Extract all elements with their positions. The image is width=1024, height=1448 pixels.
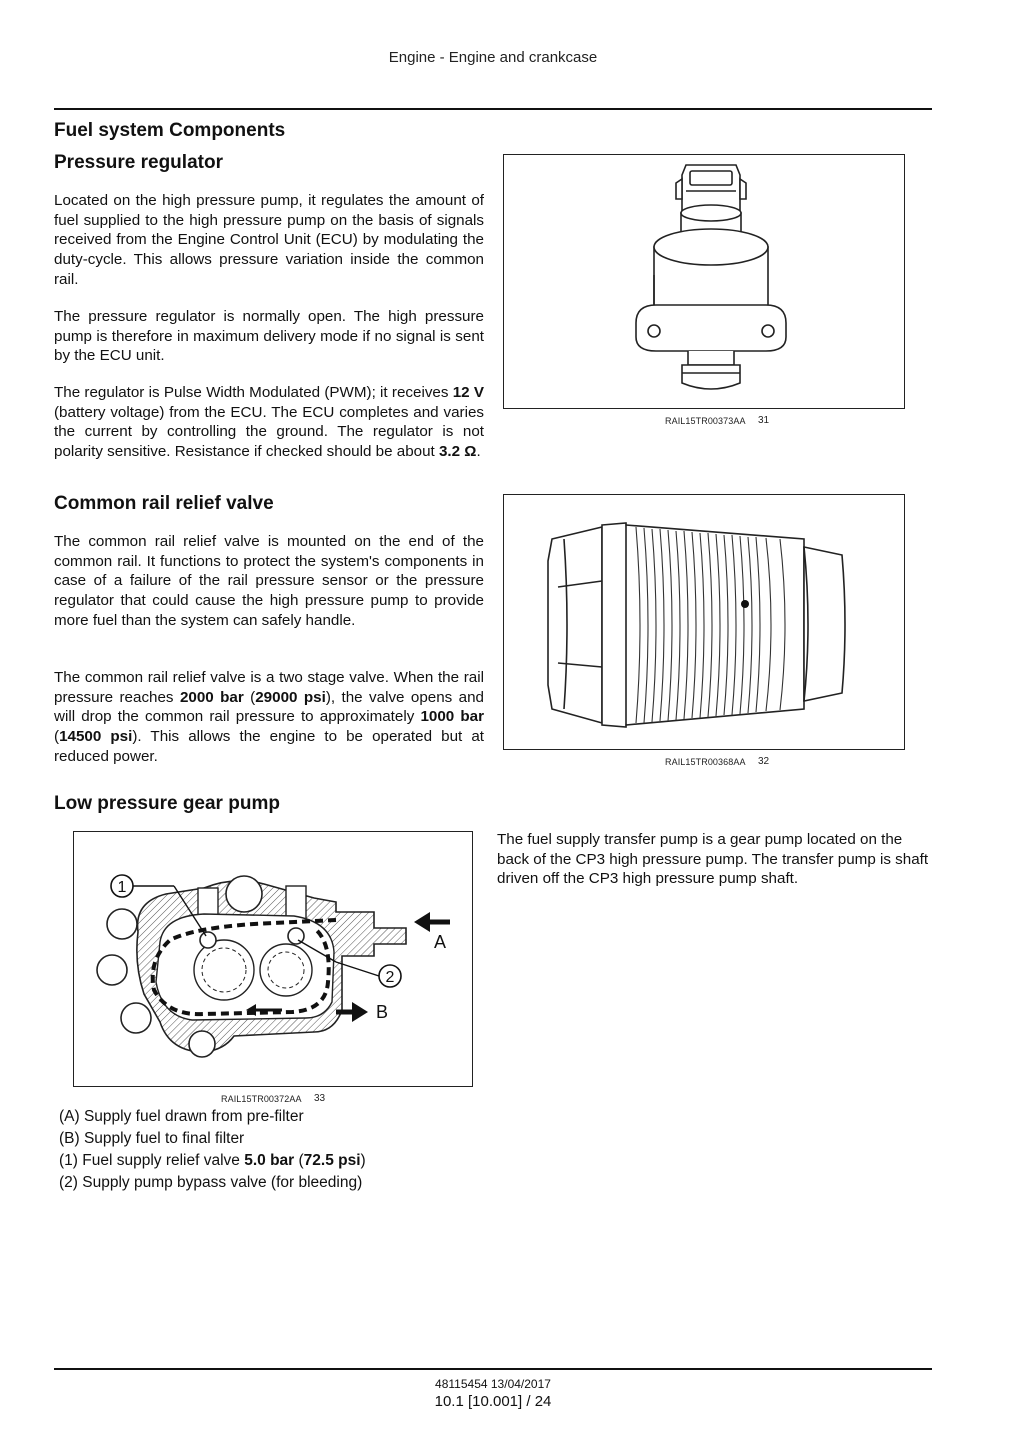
figure-relief-valve [503,494,905,750]
figure-gear-pump [73,831,473,1087]
pressure-open-bar: 2000 bar [179,688,244,706]
text-run: ( [54,728,60,746]
text-run: ( [243,688,256,706]
text-run: ) [360,1152,366,1169]
figure-32-number: 32 [758,756,770,767]
callout-2-label: 2 [385,969,395,986]
pressure-open-psi: 29000 psi [255,688,326,706]
figure-33-number: 33 [314,1093,326,1104]
footer-doc-code: 48115454 13/04/2017 [435,1377,551,1391]
gear-pump-illustration [74,832,474,1088]
text-run: (battery voltage) from the ECU. The ECU completes and varies the current by controlling the ground. The regulator is not polarity sensitive. Resistance if checked should be about [54,403,484,461]
figure-33-code: RAIL15TR00372AA [221,1094,302,1104]
relief-valve-illustration [504,495,906,751]
relief-valve-paragraph-2 [54,668,484,767]
relief-valve-paragraph-1: The common rail relief valve is mounted on the end of the common rail. It functions to protect the system's components in case of a failure of the rail pressure sensor or the pressure regulator that could cause the high pressure pump to provide more fuel than the system can safely handle. [54,533,484,629]
gear-pump-paragraph: The fuel supply transfer pump is a gear pump located on the back of the CP3 high pressure pump. The transfer pump is shaft driven off the CP3 high pressure pump shaft. [497,831,929,888]
legend-item-1 [59,1150,366,1172]
header-rule [54,108,932,110]
footer-rule [54,1368,932,1370]
text-run: The regulator is Pulse Width Modulated (PWM); it receives [54,384,453,401]
heading-gear-pump: Low pressure gear pump [54,793,280,814]
figure-31-code: RAIL15TR00373AA [665,416,746,426]
heading-relief-valve: Common rail relief valve [54,493,274,514]
flow-label-b: B [376,1002,389,1022]
text-run: ), the valve opens and will drop the common rail pressure to approximately [54,688,485,726]
text-run: ( [294,1152,304,1169]
pressure-regulator-paragraph-2: The pressure regulator is normally open. The high pressure pump is therefore in maximum delivery mode if no signal is sent by the ECU unit. [54,308,484,365]
pressure-drop-bar: 1000 bar [420,708,484,726]
figure-32-code: RAIL15TR00368AA [665,757,746,767]
relief-pressure-bar: 5.0 bar [244,1152,295,1169]
figure-legend [59,1106,366,1194]
running-header: Engine - Engine and crankcase [388,49,598,66]
callout-1-label: 1 [117,879,127,896]
pressure-regulator-illustration [504,155,906,410]
text-run: . [476,443,481,461]
figure-pressure-regulator [503,154,905,409]
text-run: (1) Fuel supply relief valve [59,1152,245,1169]
resistance-value: 3.2 Ω [438,443,477,461]
legend-item-a: (A) Supply fuel drawn from pre-filter [59,1108,304,1125]
section-title: Fuel system Components [54,120,286,141]
flow-label-a: A [433,932,447,952]
text-run: ). This allows the engine to be operated but at reduced power. [54,728,484,765]
relief-pressure-psi: 72.5 psi [303,1152,361,1169]
figure-31-number: 31 [758,415,770,426]
pressure-regulator-paragraph-3 [54,383,484,462]
legend-item-2: (2) Supply pump bypass valve (for bleeding) [59,1174,363,1191]
text-run: The common rail relief valve is a two stage valve. When the rail pressure reaches [54,669,484,706]
pressure-drop-psi: 14500 psi [59,728,133,746]
footer-page-number: 10.1 [10.001] / 24 [434,1393,552,1410]
legend-item-b: (B) Supply fuel to final filter [59,1130,245,1147]
voltage-value: 12 V [452,384,484,401]
pressure-regulator-paragraph-1: Located on the high pressure pump, it regulates the amount of fuel supplied to the high pressure pump on the basis of signals received from the Engine Control Unit (ECU) by modulating the duty-cycle. This allows pressure variation inside the common rail. [54,192,484,288]
heading-pressure-regulator: Pressure regulator [54,152,223,173]
